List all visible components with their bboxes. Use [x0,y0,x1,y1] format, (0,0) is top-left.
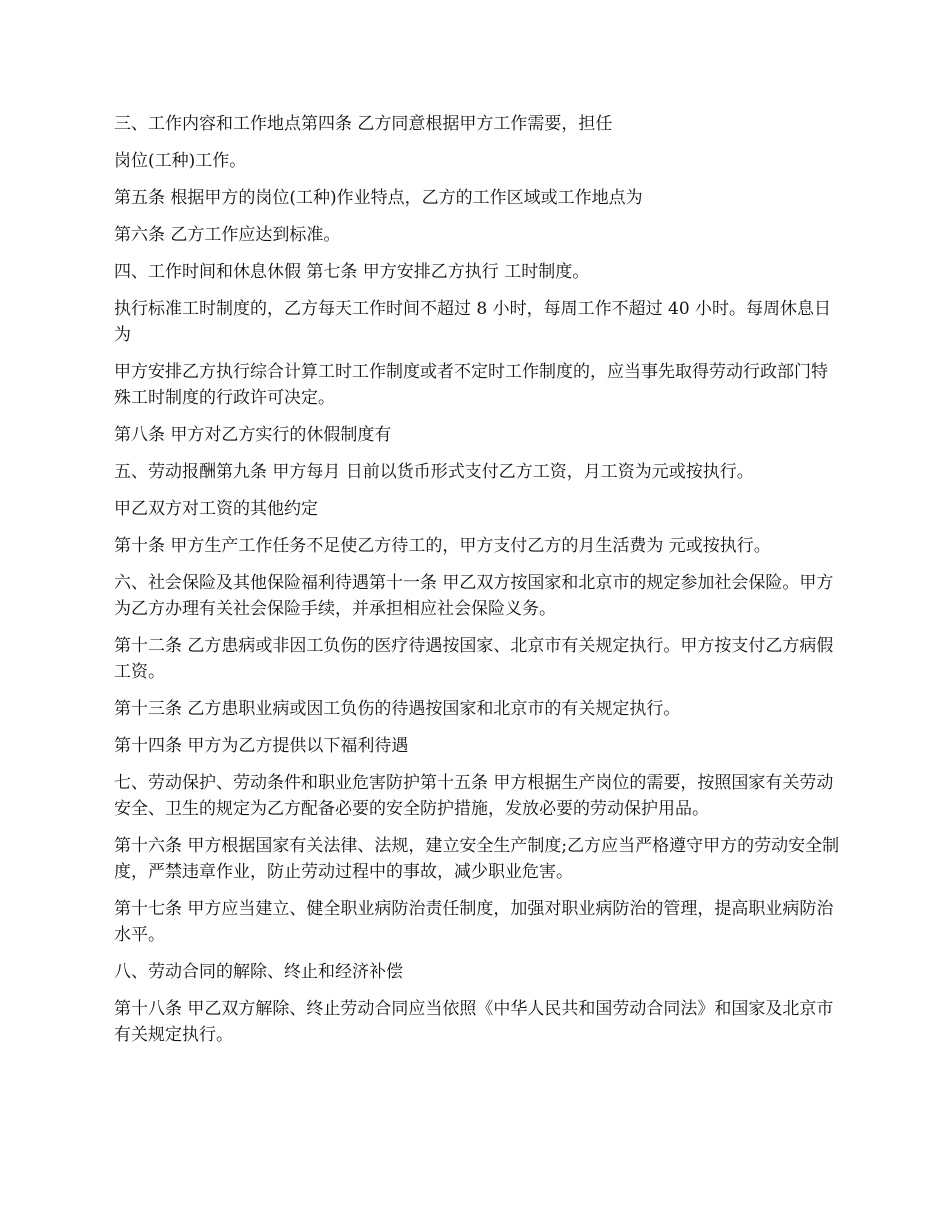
paragraph-article-16: 第十六条 甲方根据国家有关法律、法规，建立安全生产制度;乙方应当严格遵守甲方的劳动安全制度，严禁违章作业，防止劳动过程中的事故，减少职业危害。 [114,836,840,882]
paragraph-article-17: 第十七条 甲方应当建立、健全职业病防治责任制度，加强对职业病防治的管理，提高职业病防治水平。 [114,899,834,945]
paragraph-position-work: 岗位(工种)工作。 [114,151,247,171]
paragraph-article-6: 第六条 乙方工作应达到标准。 [114,225,341,245]
paragraph-section-5-article-9: 五、劳动报酬第九条 甲方每月 日前以货币形式支付乙方工资，月工资为元或按执行。 [114,462,754,482]
paragraph-article-10: 第十条 甲方生产工作任务不足使乙方待工的，甲方支付乙方的月生活费为 元或按执行。 [114,536,771,556]
paragraph-special-hours: 甲方安排乙方执行综合计算工时工作制度或者不定时工作制度的，应当事先取得劳动行政部门特殊工时制度的行政许可决定。 [114,362,828,408]
paragraph-wage-other-agreement: 甲乙双方对工资的其他约定 [114,499,318,519]
paragraph-article-8: 第八条 甲方对乙方实行的休假制度有 [114,425,392,445]
paragraph-section-6-article-11: 六、社会保险及其他保险福利待遇第十一条 甲乙双方按国家和北京市的规定参加社会保险。甲方为乙方办理有关社会保险手续，并承担相应社会保险义务。 [114,573,834,619]
paragraph-section-3-article-4: 三、工作内容和工作地点第四条 乙方同意根据甲方工作需要，担任 [114,114,613,134]
paragraph-article-13: 第十三条 乙方患职业病或因工负伤的待遇按国家和北京市的有关规定执行。 [114,699,681,719]
document-body [114,111,844,1059]
paragraph-standard-hours: 执行标准工时制度的，乙方每天工作时间不超过 8 小时，每周工作不超过 40 小时。每周休息日为 [114,299,832,345]
paragraph-section-8-heading: 八、劳动合同的解除、终止和经济补偿 [114,962,403,982]
paragraph-article-18: 第十八条 甲乙双方解除、终止劳动合同应当依照《中华人民共和国劳动合同法》和国家及北京市有关规定执行。 [114,999,834,1045]
paragraph-section-4-article-7: 四、工作时间和休息休假 第七条 甲方安排乙方执行 工时制度。 [114,262,590,282]
paragraph-article-5: 第五条 根据甲方的岗位(工种)作业特点，乙方的工作区域或工作地点为 [114,188,643,208]
paragraph-article-14: 第十四条 甲方为乙方提供以下福利待遇 [114,736,409,756]
paragraph-section-7-article-15: 七、劳动保护、劳动条件和职业危害防护第十五条 甲方根据生产岗位的需要，按照国家有关劳动安全、卫生的规定为乙方配备必要的安全防护措施，发放必要的劳动保护用品。 [114,773,834,819]
paragraph-article-12: 第十二条 乙方患病或非因工负伤的医疗待遇按国家、北京市有关规定执行。甲方按支付乙方病假工资。 [114,636,834,682]
